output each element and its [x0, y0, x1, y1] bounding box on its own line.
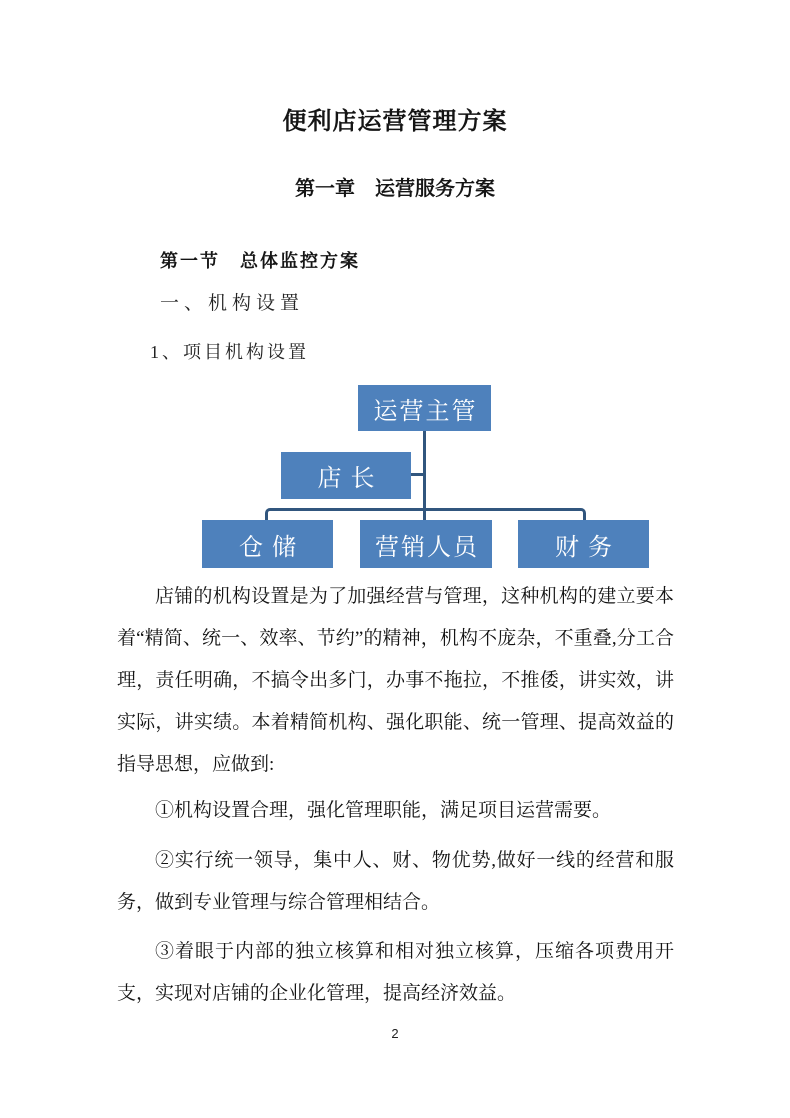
- org-chart: [117, 383, 673, 575]
- subheading-org-setup: 一、机构设置: [160, 293, 305, 314]
- org-node-operations-director: 运营主管: [358, 385, 491, 431]
- chapter-heading: 第一章 运营服务方案: [295, 178, 495, 200]
- page-number: 2: [391, 1026, 399, 1041]
- org-node-finance: 财务: [518, 520, 649, 568]
- paragraph-point-3: ③着眼于内部的独立核算和相对独立核算，压缩各项费用开支，实现对店铺的企业化管理，提高经济效益。: [117, 941, 674, 1004]
- org-node-marketing-staff: 营销人员: [360, 520, 492, 568]
- org-node-warehouse: 仓储: [202, 520, 333, 568]
- section-heading: 第一节 总体监控方案: [160, 251, 360, 271]
- org-manager-connector-line: [410, 473, 426, 476]
- page-title: 便利店运营管理方案: [282, 109, 508, 135]
- org-node-store-manager: 店长: [281, 452, 411, 499]
- paragraph-point-2: ②实行统一领导，集中人、财、物优势,做好一线的经营和服务，做到专业管理与综合管理相结合。: [117, 850, 674, 913]
- paragraph-org-principles: 店铺的机构设置是为了加强经营与管理，这种机构的建立要本着“精简、统一、效率、节约”的精神，机构不庞杂，不重叠,分工合理，责任明确，不搞令出多门，办事不拖拉，不推倭，讲实效，讲实际，讲实绩。本着精简机构、强化职能、统一管理、提高效益的指导思想，应做到:: [117, 586, 674, 775]
- paragraph-point-1: ①机构设置合理，强化管理职能，满足项目运营需要。: [155, 800, 612, 821]
- subheading-project-org: 1、项目机构设置: [150, 342, 309, 362]
